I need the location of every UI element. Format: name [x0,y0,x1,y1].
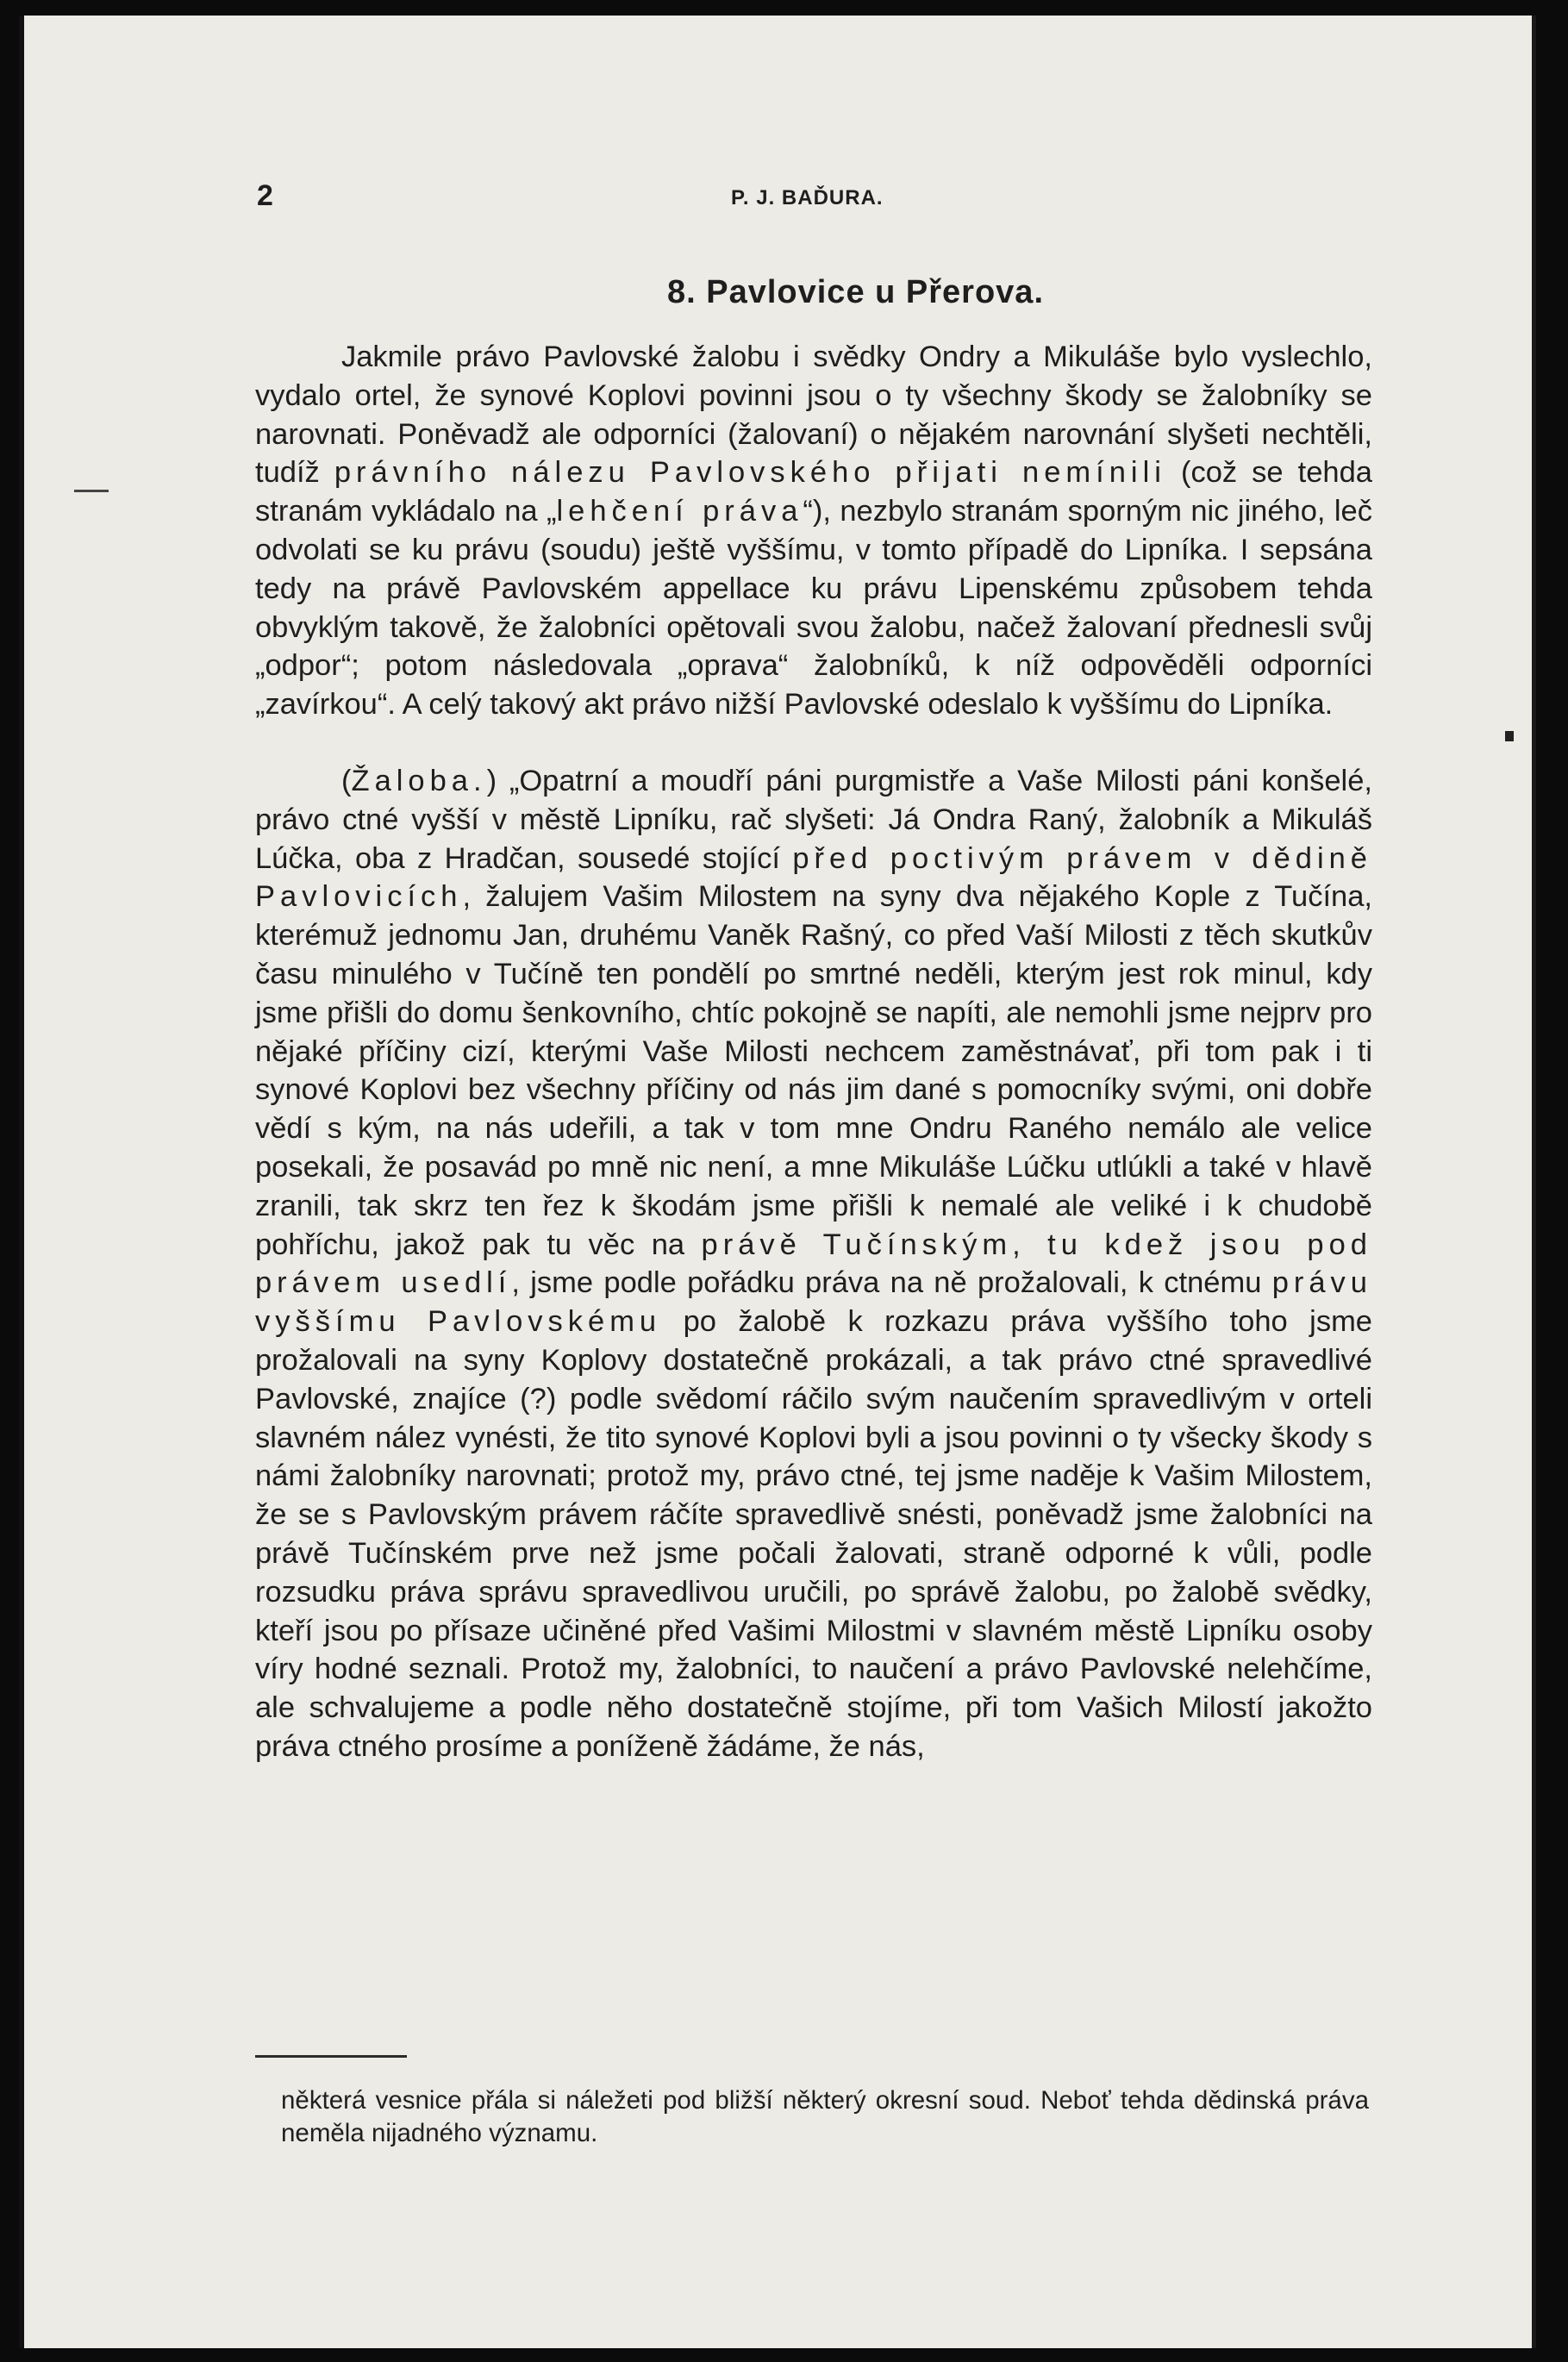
margin-mark [1505,731,1514,741]
text-run: Jakmile právo Pavlovské žalobu i svědky Ondry a Mikuláše bylo vyslechlo, vydalo ortel, že synové Koplovi povinni jsou o ty všechny škody se žalobníky se narovnati. Poněvadž ale odporníci (žalovaní) o nějakém narovnání slyšeti nechtěli, tudíž [255,341,1372,490]
footnote-divider [255,2055,407,2058]
spaced-emphasis: Žaloba. [351,764,487,797]
paragraph-intro [255,338,1372,724]
text-run: po žalobě k rozkazu práva vyššího toho jsme prožalovali na syny Koplovy dostatečně prokázali, a tak právo ctné spravedlivé Pavlovské, znajíce (?) podle svědomí ráčilo svým naučením spravedlivým v orteli slavném nález vynésti, že tito synové Koplovi byli a jsou povinni o ty všecky škody s námi žalobníky narovnati; protož my, právo ctné, tej jsme naděje k Vašim Milostem, že se s Pavlovským právem ráčíte spravedlivě snésti, poněvadž jsme žalobníci na právě Tučínském prve než jsme počali žalovati, straně odporné k vůli, podle rozsudku práva správu spravedlivou uručili, po správě žalobu, po žalobě svědky, kteří jsou po přísaze učiněné před Vašimi Milostmi v slavném městě Lipníku osoby víry hodné seznali. Protož my, žalobníci, to naučení a právo Pavlovské nelehčíme, ale schvalujeme a podle něho dostatečně stojíme, při tom Vašich Milostí jakožto práva ctného prosíme a poníženě žádáme, že nás, [255,1305,1372,1763]
paragraph-zaloba [255,762,1372,1766]
text-run: , žalujem Vašim Milostem na syny dva nějakého Kople z Tučína, kterémuž jednomu Jan, druhému Vaněk Rašný, co před Vaší Milosti z těch skutkův času minulého v Tučíně ten pondělí po smrtné neděli, kterým jest rok minul, kdy jsme přišli do domu šenkovního, chtíc pokojně se napíti, ale nemohli jsme nejprv pro nějaké příčiny cizí, kterými Vaše Milosti nechcem zaměstnávať, při tom pak i ti synové Koplovi bez všechny příčiny od nás jim dané s pomocníky svými, oni dobře vědí s kým, na nás udeřili, a tak v tom mne Ondru Raného nemálo ale velice posekali, že posavád po mně nic není, a mne Mikuláše Lúčku utlúkli a také v hlavě zranili, tak skrz ten řez k škodám jsme přišli k nemalé ale veliké i k chudobě pohříchu, jakož pak tu věc na [255,880,1372,1261]
text-run: ) „Opatrní a moudří páni purgmistře a Vaše Milosti páni konšelé, právo ctné vyšší v městě Lipníku, rač slyšeti: Já Ondra Raný, žalobník a Mikuláš Lúčka, oba z Hradčan, sousedé stojící [255,764,1372,875]
spaced-emphasis: právu vyššímu Pavlovskému [255,1266,1372,1339]
text-run: (což se tehda stranám vykládalo na „ [255,456,1372,528]
text-run: “), nezbylo stranám sporným nic jiného, leč odvolati se ku právu (soudu) ještě vyššímu, v tomto případě do Lipníka. I sepsána tedy na právě Pavlovském appellace ku právu Lipenskému způsobem tehda obvyklým takově, že žalobníci opětovali svou žalobu, načež žalovaní přednesli svůj „odpor“; potom následovala „oprava“ žalobníků, k níž odpověděli odporníci „zavírkou“. A celý takový akt právo nižší Pavlovské odeslalo k vyššímu do Lipníka. [255,495,1372,722]
margin-mark [74,490,109,492]
spaced-emphasis: před poctivým právem v dědině Pavlovicích [255,841,1372,914]
body-text [255,338,1372,1766]
page-number: 2 [257,179,273,212]
text-run: , jsme podle pořádku práva na ně prožalovali, k ctnému [511,1266,1272,1300]
spaced-emphasis: právě Tučínským, tu kdež jsou pod právem usedlí [255,1228,1372,1300]
page-header [257,179,1369,222]
spaced-emphasis: právního nálezu Pavlovského přijati nemínili [334,456,1166,490]
text-run: ( [341,764,352,797]
footnote: některá vesnice přála si náležeti pod bližší některý okresní soud. Neboť tehda dědinská práva neměla nijadného významu. [281,2086,1369,2147]
book-page [19,16,1536,2348]
spaced-emphasis: lehčení práva [556,495,803,528]
running-head: P. J. BAĎURA. [731,186,884,209]
section-title: 8. Pavlovice u Přerova. [666,274,1044,310]
